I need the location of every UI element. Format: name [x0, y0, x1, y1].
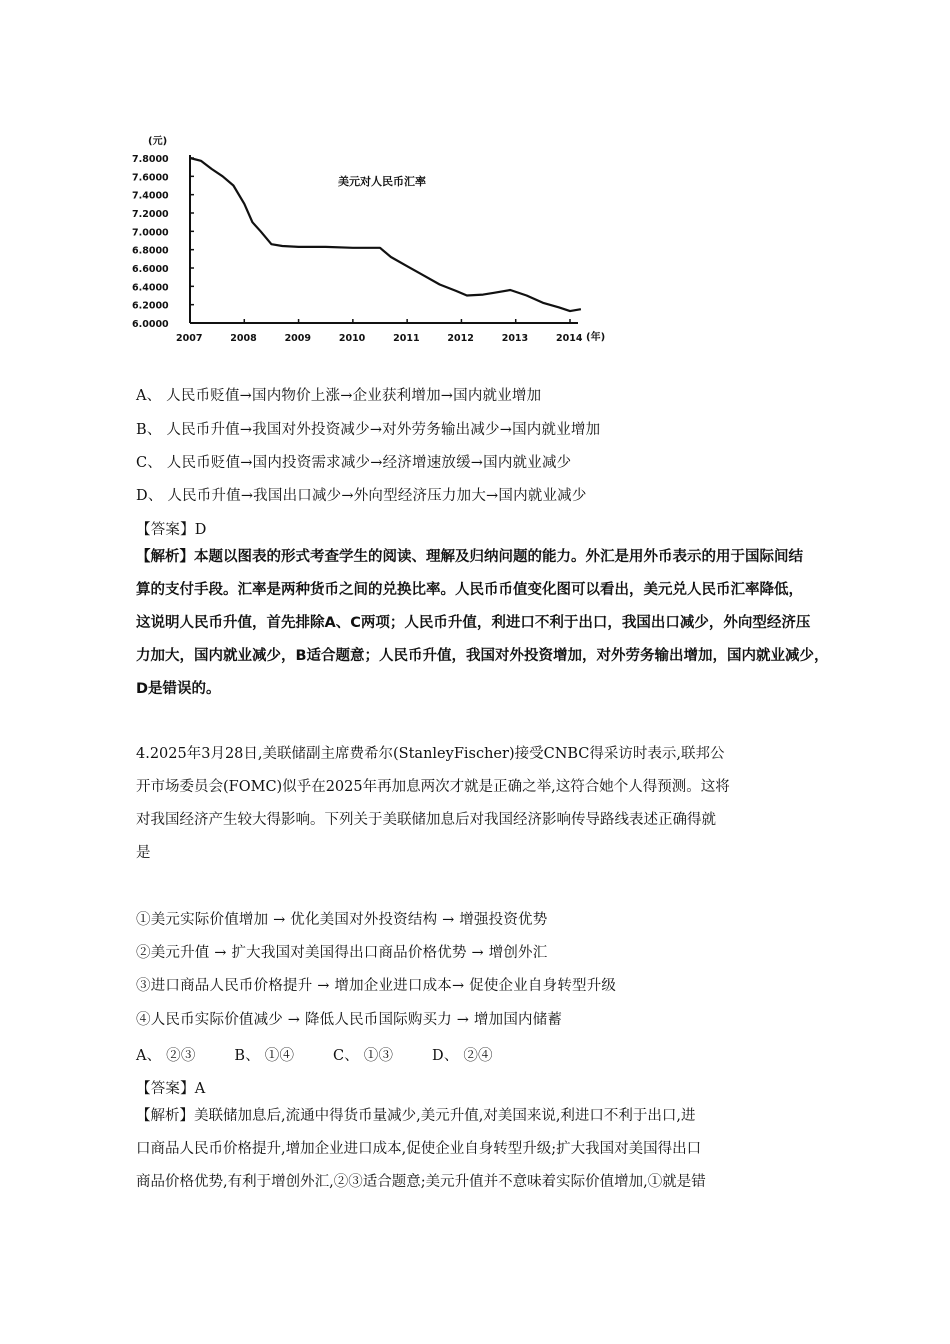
exchange-rate-chart [130, 130, 620, 350]
analysis-1-line: D是错误的。 [136, 681, 221, 697]
analysis-2-line: 【解析】美联储加息后,流通中得货币量减少,美元升值,对美国来说,利进口不利于出口,进 [136, 1108, 696, 1124]
statement-3: ③进口商品人民币价格提升 → 增加企业进口成本→ 促使企业自身转型升级 [136, 978, 617, 994]
x-tick-label: 2007 [176, 333, 203, 344]
y-tick-label: 7.8000 [132, 154, 169, 165]
y-tick-label: 6.6000 [132, 264, 169, 275]
x-tick-label: 2008 [230, 333, 257, 344]
answer-2: 【答案】A [136, 1081, 206, 1097]
question-4 [136, 738, 826, 870]
x-tick-label: 2012 [447, 333, 474, 344]
y-tick-label: 7.0000 [132, 227, 169, 239]
y-tick-label: 7.2000 [132, 209, 169, 220]
answer-1: 【答案】D [136, 522, 207, 538]
analysis-2 [136, 1100, 826, 1199]
statement-4: ④人民币实际价值减少 → 降低人民币国际购买力 → 增加国内储蓄 [136, 1012, 563, 1028]
choice-d[interactable]: D、 ②④ [432, 1048, 493, 1064]
analysis-1-line: 算的支付手段。汇率是两种货币之间的兑换比率。人民币币值变化图可以看出，美元兑人民币汇率降低， [136, 582, 803, 598]
choice-c[interactable]: C、 ①③ [332, 1048, 394, 1064]
x-tick-label: 2011 [393, 333, 420, 344]
statement-2: ②美元升值 → 扩大我国对美国得出口商品价格优势 → 增创外汇 [136, 945, 548, 961]
x-tick-label: 2013 [501, 333, 529, 344]
x-tick-label: 2009 [284, 333, 312, 344]
statement-1: ①美元实际价值增加 → 优化美国对外投资结构 → 增强投资优势 [136, 912, 548, 928]
question-4-line: 4.2025年3月28日,美联储副主席费希尔(StanleyFischer)接受CNBC得采访时表示,联邦公 [136, 746, 725, 762]
question-4-line: 开市场委员会(FOMC)似乎在2025年再加息两次才就是正确之举,这符合她个人得预测。这将 [136, 779, 730, 795]
choice-a[interactable]: A、 ②③ [136, 1048, 196, 1064]
analysis-2-line: 商品价格优势,有利于增创外汇,②③适合题意;美元升值并不意味着实际价值增加,①就是错 [136, 1174, 706, 1190]
option-a[interactable]: A、 人民币贬值→国内物价上涨→企业获利增加→国内就业增加 [136, 388, 542, 404]
x-tick-label: 2010 [338, 333, 366, 344]
option-b[interactable]: B、 人民币升值→我国对外投资减少→对外劳务输出减少→国内就业增加 [136, 422, 601, 438]
x-axis-unit: (年) [586, 332, 606, 343]
analysis-1-line: 这说明人民币升值，首先排除A、C两项；人民币升值，利进口不利于出口，我国出口减少，外向型经济压 [136, 615, 811, 631]
option-d[interactable]: D、 人民币升值→我国出口减少→外向型经济压力加大→国内就业减少 [136, 488, 587, 504]
choice-b[interactable]: B、 ①④ [234, 1048, 295, 1064]
question-4-line: 对我国经济产生较大得影响。下列关于美联储加息后对我国经济影响传导路线表述正确得就 [136, 812, 716, 828]
y-tick-label: 7.4000 [132, 190, 169, 202]
chart-title: 美元对人民币汇率 [338, 175, 426, 188]
y-tick-label: 7.6000 [132, 172, 169, 184]
y-tick-label: 6.2000 [132, 300, 169, 312]
analysis-1-line: 力加大，国内就业减少，B适合题意；人民币升值，我国对外投资增加，对外劳务输出增加，国内就业减少， [136, 648, 829, 664]
option-c[interactable]: C、 人民币贬值→国内投资需求减少→经济增速放缓→国内就业减少 [136, 455, 572, 471]
analysis-1-line: 【解析】本题以图表的形式考查学生的阅读、理解及归纳问题的能力。外汇是用外币表示的用于国际间结 [136, 549, 803, 565]
y-axis-unit: (元) [148, 136, 168, 147]
y-tick-label: 6.4000 [132, 282, 169, 294]
choices [136, 1044, 493, 1065]
analysis-2-line: 口商品人民币价格提升,增加企业进口成本,促使企业自身转型升级;扩大我国对美国得出口 [136, 1141, 702, 1157]
x-tick-label: 2014 [556, 333, 583, 344]
y-tick-label: 6.8000 [132, 245, 169, 257]
y-tick-label: 6.0000 [132, 319, 169, 330]
analysis-1 [136, 541, 926, 706]
question-4-line: 是 [136, 845, 151, 861]
